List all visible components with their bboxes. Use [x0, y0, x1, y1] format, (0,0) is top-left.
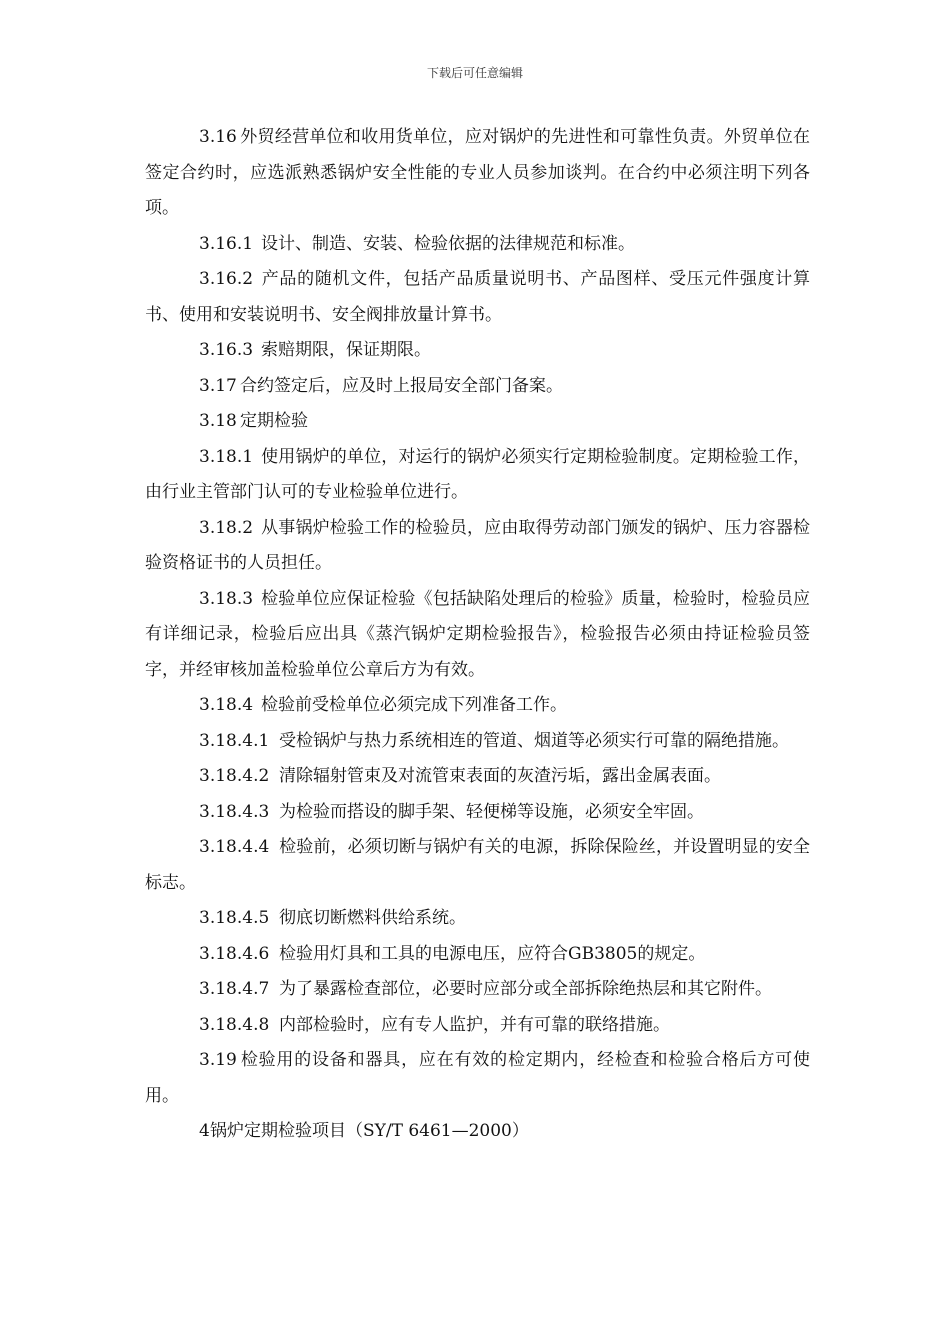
- clause-text: 从事锅炉检验工作的检验员，应由取得劳动部门颁发的锅炉、压力容器检验资格证书的人员担任。: [145, 517, 810, 573]
- clause-paragraph: [145, 937, 810, 973]
- document-body: [145, 120, 810, 1150]
- clause-paragraph: [145, 511, 810, 582]
- clause-number: 3.18.4.6: [199, 943, 270, 964]
- clause-number: 3.18.4.3: [199, 801, 270, 822]
- clause-number: 3.18.4: [199, 695, 254, 715]
- clause-paragraph: [145, 724, 810, 760]
- clause-text: 内部检验时，应有专人监护，并有可靠的联络措施。: [279, 1014, 670, 1035]
- clause-paragraph: [145, 333, 810, 369]
- clause-number: 3.18.4.8: [199, 1014, 270, 1035]
- clause-text: 为了暴露检查部位，必要时应部分或全部拆除绝热层和其它附件。: [279, 979, 772, 999]
- clause-text: 外贸经营单位和收用货单位，应对锅炉的先进性和可靠性负责。外贸单位在签定合约时，应选派熟悉锅炉安全性能的专业人员参加谈判。在合约中必须注明下列各项。: [145, 127, 810, 218]
- clause-paragraph: [145, 227, 810, 263]
- clause-number: 3.18.4.5: [199, 908, 270, 928]
- clause-number: 3.18.3: [199, 588, 254, 609]
- clause-paragraph: [145, 830, 810, 901]
- clause-number: 3.16: [199, 127, 237, 147]
- clause-number: 3.18.4.1: [199, 730, 270, 751]
- page-header: 下载后可任意编辑: [426, 66, 523, 80]
- clause-text: 检验前，必须切断与锅炉有关的电源，拆除保险丝，并设置明显的安全标志。: [145, 837, 810, 893]
- clause-paragraph: [145, 795, 810, 831]
- clause-number: 3.18.4.4: [199, 837, 270, 857]
- clause-paragraph: [145, 120, 810, 227]
- section-number: 4: [199, 1121, 210, 1141]
- clause-paragraph: [145, 369, 810, 405]
- clause-number: 3.18.2: [199, 517, 254, 538]
- clause-number: 3.18.4.2: [199, 766, 270, 786]
- clause-text: 检验用的设备和器具，应在有效的检定期内，经检查和检验合格后方可使用。: [145, 1050, 810, 1106]
- clause-paragraph: [145, 1008, 810, 1044]
- clause-text: 检验单位应保证检验《包括缺陷处理后的检验》质量，检验时，检验员应有详细记录，检验后应出具《蒸汽锅炉定期检验报告》，检验报告必须由持证检验员签字，并经审核加盖检验单位公章后方为有效。: [145, 588, 810, 680]
- clause-paragraph: [145, 262, 810, 333]
- clause-number: 3.18.1: [199, 446, 254, 467]
- clause-text: 定期检验: [240, 411, 308, 431]
- clause-text: 使用锅炉的单位，对运行的锅炉必须实行定期检验制度。定期检验工作，由行业主管部门认可的专业检验单位进行。: [145, 446, 810, 502]
- clause-text: 产品的随机文件，包括产品质量说明书、产品图样、受压元件强度计算书、使用和安装说明书、安全阀排放量计算书。: [145, 269, 810, 325]
- clause-number: 3.18: [199, 411, 237, 431]
- clause-text: 设计、制造、安装、检验依据的法律规范和标准。: [261, 233, 635, 254]
- clause-paragraph: [145, 440, 810, 511]
- clause-text: 受检锅炉与热力系统相连的管道、烟道等必须实行可靠的隔绝措施。: [279, 730, 789, 751]
- clause-text: 为检验而搭设的脚手架、轻便梯等设施，必须安全牢固。: [279, 801, 704, 822]
- section-heading: [145, 1114, 810, 1150]
- clause-number: 3.16.1: [199, 233, 254, 254]
- clause-text: 彻底切断燃料供给系统。: [279, 908, 466, 928]
- clause-number: 3.19: [199, 1050, 237, 1070]
- clause-number: 3.17: [199, 375, 237, 396]
- clause-paragraph: [145, 972, 810, 1008]
- clause-paragraph: [145, 759, 810, 795]
- clause-paragraph: [145, 404, 810, 440]
- section-title: 锅炉定期检验项目（SY/T 6461—2000）: [210, 1121, 529, 1141]
- clause-paragraph: [145, 1043, 810, 1114]
- clause-paragraph: [145, 901, 810, 937]
- clause-number: 3.18.4.7: [199, 979, 270, 999]
- clause-paragraph: [145, 688, 810, 724]
- clause-text: 清除辐射管束及对流管束表面的灰渣污垢，露出金属表面。: [279, 766, 721, 786]
- clause-text: 索赔期限，保证期限。: [261, 340, 431, 360]
- clause-paragraph: [145, 582, 810, 689]
- clause-text: 合约签定后，应及时上报局安全部门备案。: [240, 375, 563, 396]
- clause-number: 3.16.3: [199, 340, 254, 360]
- clause-text: 检验前受检单位必须完成下列准备工作。: [261, 695, 567, 715]
- clause-number: 3.16.2: [199, 269, 254, 289]
- clause-text: 检验用灯具和工具的电源电压，应符合GB3805的规定。: [279, 943, 706, 964]
